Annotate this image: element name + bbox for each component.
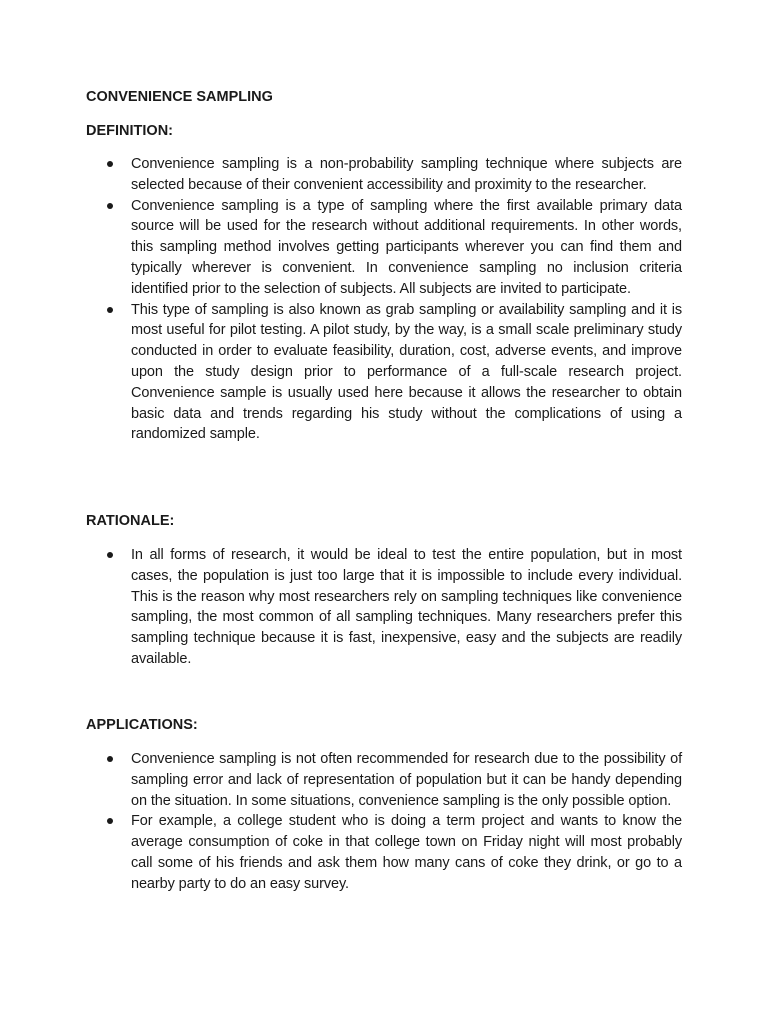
section-heading-definition: DEFINITION: bbox=[86, 123, 173, 139]
bullet-icon bbox=[107, 818, 113, 824]
list-item bbox=[86, 749, 682, 811]
bullet-icon bbox=[107, 161, 113, 167]
definition-bullet-list bbox=[86, 154, 682, 445]
list-item bbox=[86, 154, 682, 196]
list-item bbox=[86, 300, 682, 446]
bullet-text: For example, a college student who is doing a term project and wants to know the average consumption of coke in that college town on Friday night will most probably call some of his friends and ask them how many cans of coke they drink, or go to a nearby party to do an easy survey. bbox=[131, 813, 682, 892]
bullet-text: Convenience sampling is a non-probability sampling technique where subjects are selected because of their convenient accessibility and proximity to the researcher. bbox=[131, 156, 682, 193]
bullet-icon bbox=[107, 756, 113, 762]
list-item bbox=[86, 545, 682, 670]
bullet-icon bbox=[107, 552, 113, 558]
bullet-icon bbox=[107, 203, 113, 209]
applications-bullet-list bbox=[86, 749, 682, 895]
bullet-text: In all forms of research, it would be ideal to test the entire population, but in most cases, the population is just too large that it is impossible to include every individual. This is the reason why most researchers rely on sampling techniques like convenience sampling, the most common of all sampling techniques. Many researchers prefer this sampling technique because it is fast, inexpensive, easy and the subjects are readily available. bbox=[131, 547, 682, 667]
rationale-bullet-list bbox=[86, 545, 682, 670]
bullet-text: Convenience sampling is not often recommended for research due to the possibility of sampling error and lack of representation of population but it can be handy depending on the situation. In some situations, convenience sampling is the only possible option. bbox=[131, 751, 682, 809]
document-title: CONVENIENCE SAMPLING bbox=[86, 89, 273, 105]
bullet-icon bbox=[107, 307, 113, 313]
section-heading-rationale: RATIONALE: bbox=[86, 513, 175, 529]
list-item bbox=[86, 196, 682, 300]
list-item bbox=[86, 811, 682, 894]
bullet-text: Convenience sampling is a type of sampling where the first available primary data source will be used for the research without additional requirements. In other words, this sampling method involves getting participants wherever you can find them and typically wherever is convenient. In convenience sampling no inclusion criteria identified prior to the selection of subjects. All subjects are invited to participate. bbox=[131, 197, 682, 297]
bullet-text: This type of sampling is also known as grab sampling or availability sampling and it is most useful for pilot testing. A pilot study, by the way, is a small scale preliminary study conducted in order to evaluate feasibility, duration, cost, adverse events, and improve upon the study design prior to performance of a full-scale research project. Convenience sample is usually used here because it allows the researcher to obtain basic data and trends regarding his study without the complications of using a randomized sample. bbox=[131, 301, 682, 443]
section-heading-applications: APPLICATIONS: bbox=[86, 717, 198, 733]
